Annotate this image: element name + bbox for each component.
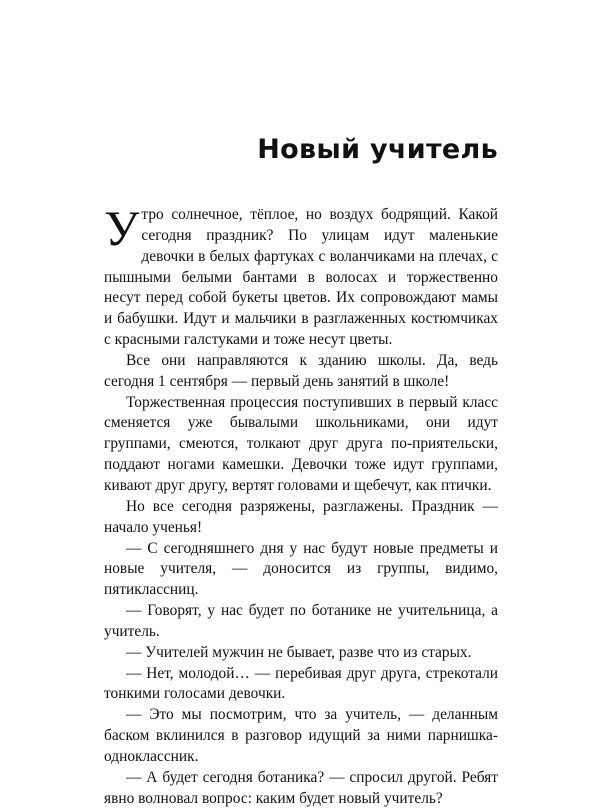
paragraph: Торжественная процессия поступивших в первый класс сменяется уже бывалыми школьниками, они идут группами, смеются, толкают друг друга по-приятельски, поддают ногами камешки. Девочки тоже идут группами, кивают друг другу, вертят головами и щебечут, как птички. <box>104 393 498 494</box>
dialogue-line: — А будет сегодня ботаника? — спросил другой. Ребят явно волновал вопрос: каким будет новый учитель? <box>104 768 498 807</box>
paragraph-text: тро солнечное, тёплое, но воздух бодрящий. Какой сегодня праздник? По улицам идут маленькие девочки в белых фартуках с воланчиками на плечах, с пышными белыми бантами в волосах и торжественно несут перед собой букеты цветов. Их сопровождают мамы и бабушки. Идут и мальчики в разглаженных костюмчиках с красными галстуками и тоже несут цветы. <box>104 206 498 349</box>
dialogue-line: — Учителей мужчин не бывает, разве что из старых. <box>126 643 472 661</box>
paragraph: Но все сегодня разряжены, разглажены. Праздник — начало ученья! <box>104 497 498 536</box>
paragraph <box>104 200 498 351</box>
dialogue-line: — С сегодняшнего дня у нас будут новые предметы и новые учителя, — доносится из группы, видимо, пятиклассниц. <box>104 539 498 599</box>
body-text <box>104 200 498 809</box>
chapter-title: Новый учитель <box>257 134 498 165</box>
dialogue-line: — Говорят, у нас будет по ботанике не учительница, а учитель. <box>104 602 498 640</box>
drop-cap: У <box>104 200 140 256</box>
dialogue-line: — Нет, молодой… — перебивая друг друга, стрекотали тонкими голосами девочки. <box>104 664 498 703</box>
paragraph: Все они направляются к зданию школы. Да, ведь сегодня 1 сентября — первый день занятий в школе! <box>104 351 498 390</box>
dialogue-line: — Это мы посмотрим, что за учитель, — деланным баском вклинился в разговор идущий за ними парнишка-одноклассник. <box>104 706 498 765</box>
